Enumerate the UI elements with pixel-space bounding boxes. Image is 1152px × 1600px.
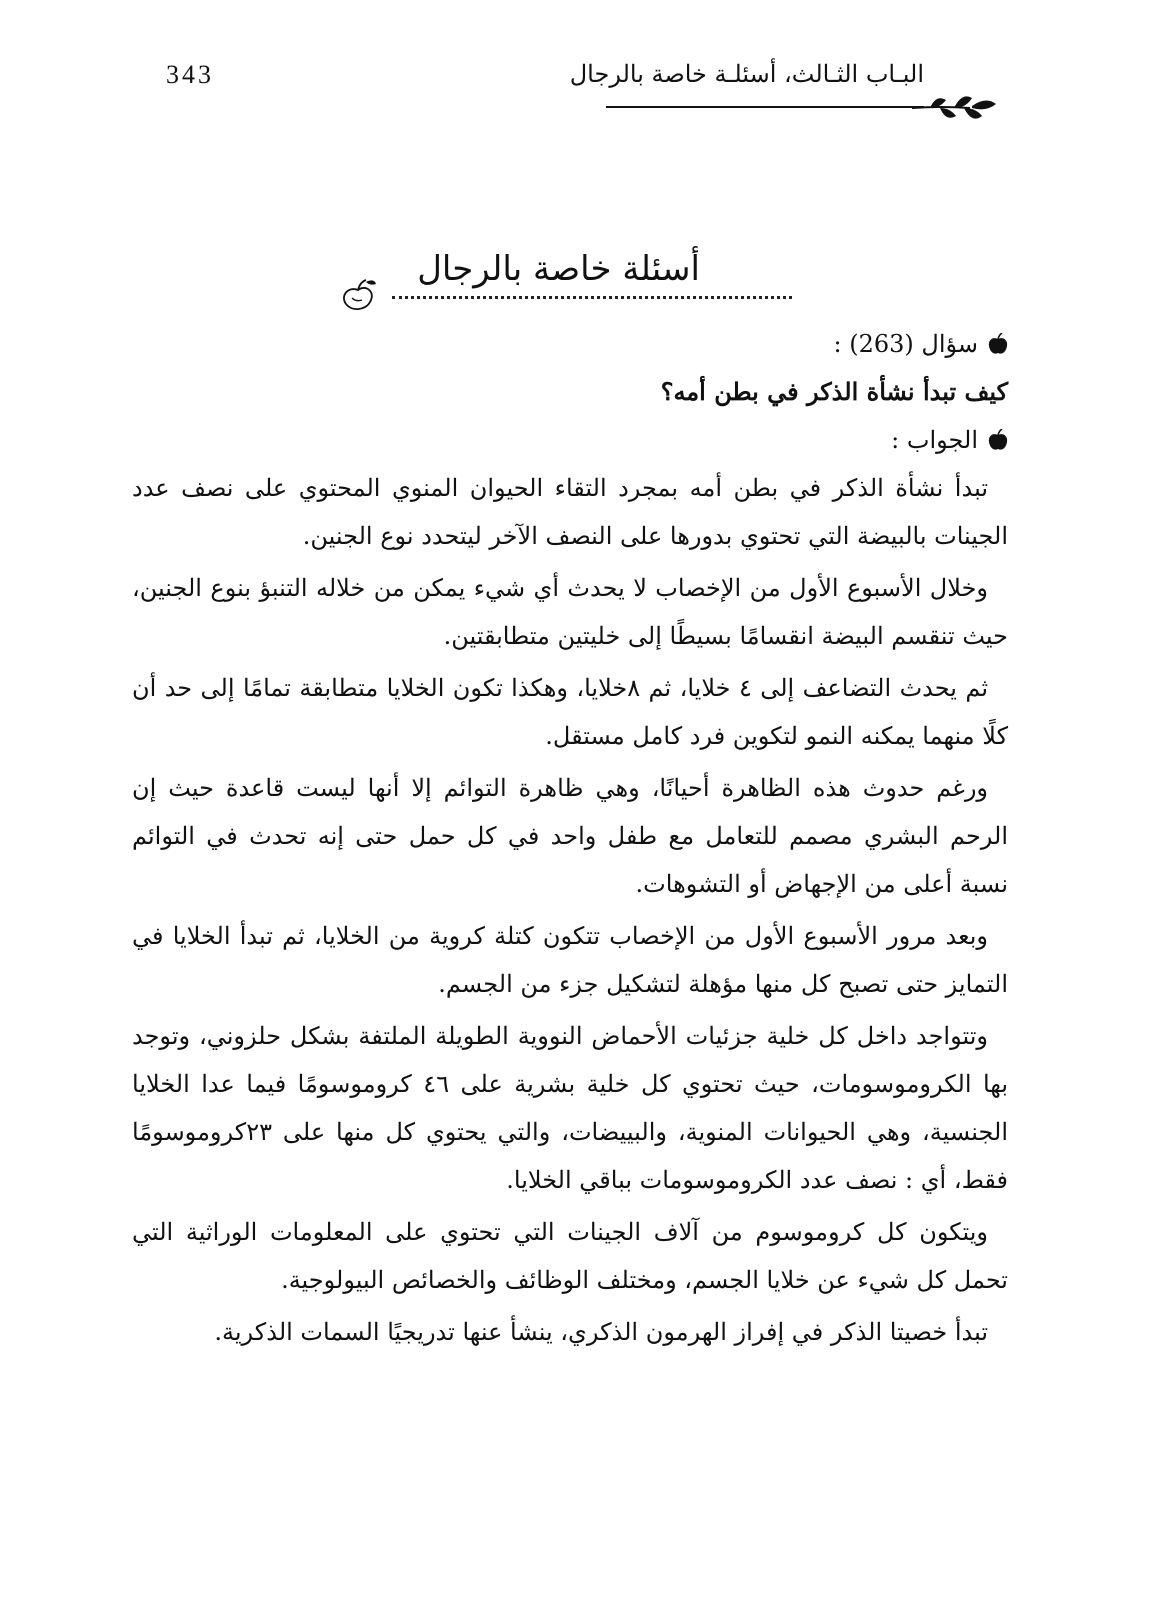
question-label: سؤال (263) :	[833, 330, 978, 358]
content	[132, 320, 1008, 1360]
header-rule	[606, 106, 924, 108]
dotted-rule	[392, 296, 792, 299]
answer-paragraph: وتتواجد داخل كل خلية جزئيات الأحماض النووية الطويلة الملتفة بشكل حلزوني، وتوجد بها الكروموسومات، حيث تحتوي كل خلية بشرية على ٤٦ كروموسومًا فيما عدا الخلايا الجنسية، وهي الحيوانات المنوية، والبييضات، والتي يحتوي كل منها على ٢٣كروموسومًا فقط، أي : نصف عدد الكروموسومات بباقي الخلايا.	[132, 1022, 1008, 1194]
fruit-ornament-icon	[336, 278, 386, 316]
answer-paragraph: تبدأ خصيتا الذكر في إفراز الهرمون الذكري، ينشأ عنها تدريجيًا السمات الذكرية.	[214, 1318, 988, 1346]
question-text: كيف تبدأ نشأة الذكر في بطن أمه؟	[660, 377, 1008, 406]
answer-paragraph: ثم يحدث التضاعف إلى ٤ خلايا، ثم ٨خلايا، وهكذا تكون الخلايا متطابقة تمامًا إلى حد أن كلًا منهما يمكنه النمو لتكوين فرد كامل مستقل.	[132, 674, 1008, 750]
page-number: 343	[166, 60, 214, 89]
answer-label-line	[132, 416, 1008, 464]
answer-paragraph: وخلال الأسبوع الأول من الإخصاب لا يحدث أي شيء يمكن من خلاله التنبؤ بنوع الجنين، حيث تنقسم البيضة انقسامًا بسيطًا إلى خليتين متطابقتين.	[132, 574, 1008, 650]
answer-paragraph: ويتكون كل كروموسوم من آلاف الجينات التي تحتوي على المعلومات الوراثية التي تحمل كل شيء عن خلايا الجسم، ومختلف الوظائف والخصائص البيولوجية.	[132, 1218, 1008, 1294]
question-label-line	[132, 320, 1008, 368]
answer-paragraph: تبدأ نشأة الذكر في بطن أمه بمجرد التقاء الحيوان المنوي المحتوي على نصف عدد الجينات بالبيضة التي تحتوي بدورها على النصف الآخر ليتحدد نوع الجنين.	[132, 474, 1008, 550]
apple-bullet-icon	[988, 333, 1008, 355]
running-header: البـاب الثـالث، أسئلـة خاصة بالرجال	[569, 60, 924, 88]
chapter-title: أسئلة خاصة بالرجال	[417, 248, 700, 289]
apple-bullet-icon	[988, 429, 1008, 451]
answer-paragraph: ورغم حدوث هذه الظاهرة أحيانًا، وهي ظاهرة التوائم إلا أنها ليست قاعدة حيث إن الرحم البشري مصمم للتعامل مع طفل واحد في كل حمل حتى إنه تحدث في التوائم نسبة أعلى من الإجهاض أو التشوهات.	[132, 774, 1008, 898]
answer-paragraph: وبعد مرور الأسبوع الأول من الإخصاب تتكون كتلة كروية من الخلايا، ثم تبدأ الخلايا في التمايز حتى تصبح كل منها مؤهلة لتشكيل جزء من الجسم.	[132, 922, 1008, 998]
answer-label: الجواب :	[891, 426, 978, 454]
leaf-ornament-icon	[910, 86, 998, 130]
